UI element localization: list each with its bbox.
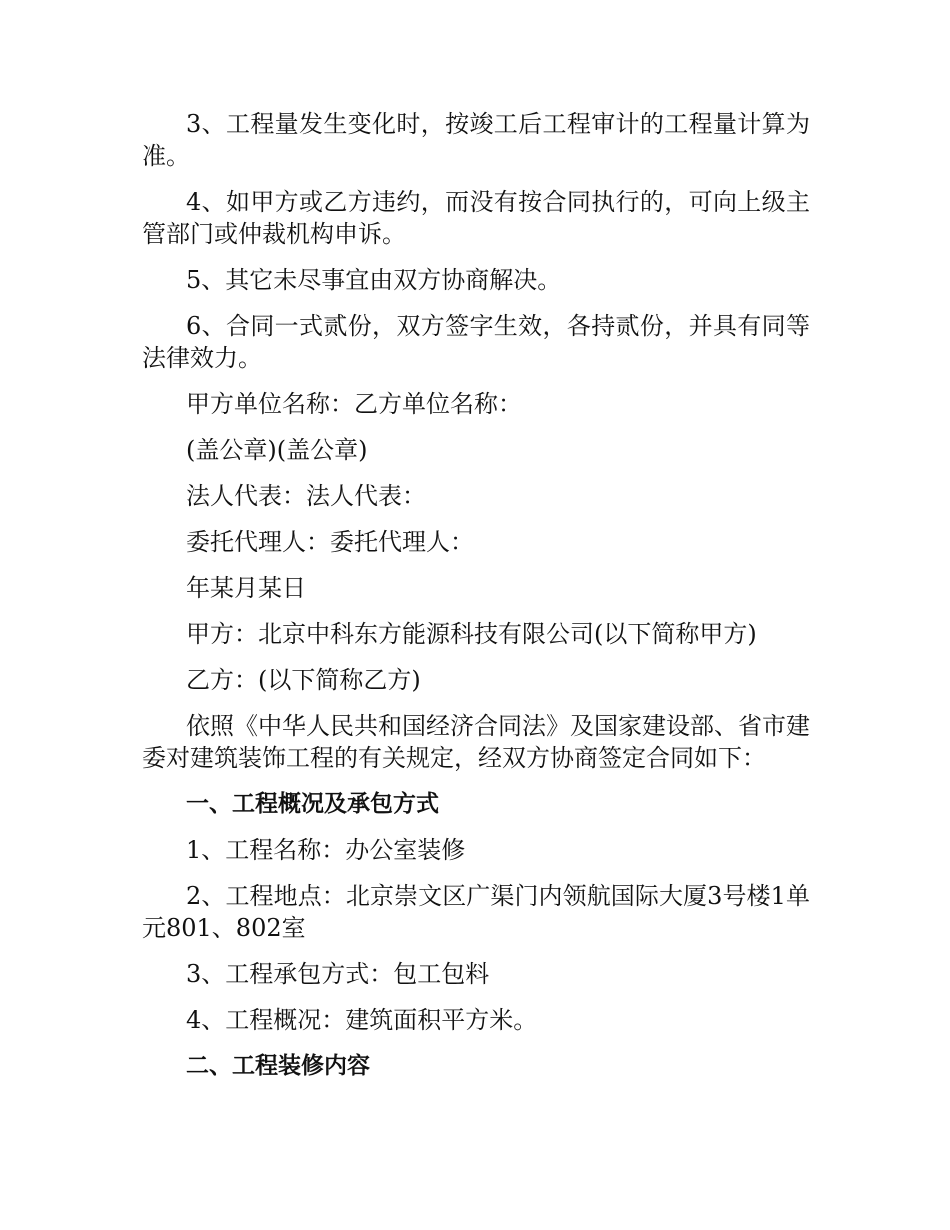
paragraph-project-name: 1、工程名称：办公室装修	[186, 836, 466, 864]
section-heading-project-overview: 一、工程概况及承包方式	[186, 791, 439, 817]
paragraph-authorized-agent: 委托代理人：委托代理人：	[186, 528, 474, 556]
paragraph-contract-method: 3、工程承包方式：包工包料	[186, 960, 490, 988]
paragraph-official-seal: (盖公章)(盖公章)	[186, 436, 368, 464]
paragraph-clause-5-other-matters: 5、其它未尽事宜由双方协商解决。	[186, 266, 562, 294]
paragraph-project-location: 2、工程地点：北京崇文区广渠门内领航国际大厦3号楼1单元801、802室	[142, 882, 810, 942]
document-page	[142, 108, 810, 1096]
paragraph-legal-representative: 法人代表：法人代表：	[186, 482, 426, 510]
paragraph-party-names: 甲方单位名称：乙方单位名称：	[186, 390, 522, 418]
paragraph-preamble: 依照《中华人民共和国经济合同法》及国家建设部、省市建委对建筑装饰工程的有关规定，经双方协商签定合同如下：	[142, 712, 810, 772]
paragraph-clause-4-breach-appeal: 4、如甲方或乙方违约，而没有按合同执行的，可向上级主管部门或仲裁机构申诉。	[142, 188, 810, 248]
paragraph-party-a: 甲方：北京中科东方能源科技有限公司(以下简称甲方)	[186, 620, 757, 648]
paragraph-clause-3-quantity-change: 3、工程量发生变化时，按竣工后工程审计的工程量计算为准。	[142, 110, 810, 170]
paragraph-project-area: 4、工程概况：建筑面积平方米。	[186, 1006, 538, 1034]
paragraph-date: 年某月某日	[186, 574, 306, 602]
paragraph-party-b: 乙方：(以下简称乙方)	[186, 666, 421, 694]
section-heading-decoration-content: 二、工程装修内容	[186, 1053, 370, 1079]
paragraph-clause-6-copies: 6、合同一式贰份，双方签字生效，各持贰份，并具有同等法律效力。	[142, 312, 810, 372]
